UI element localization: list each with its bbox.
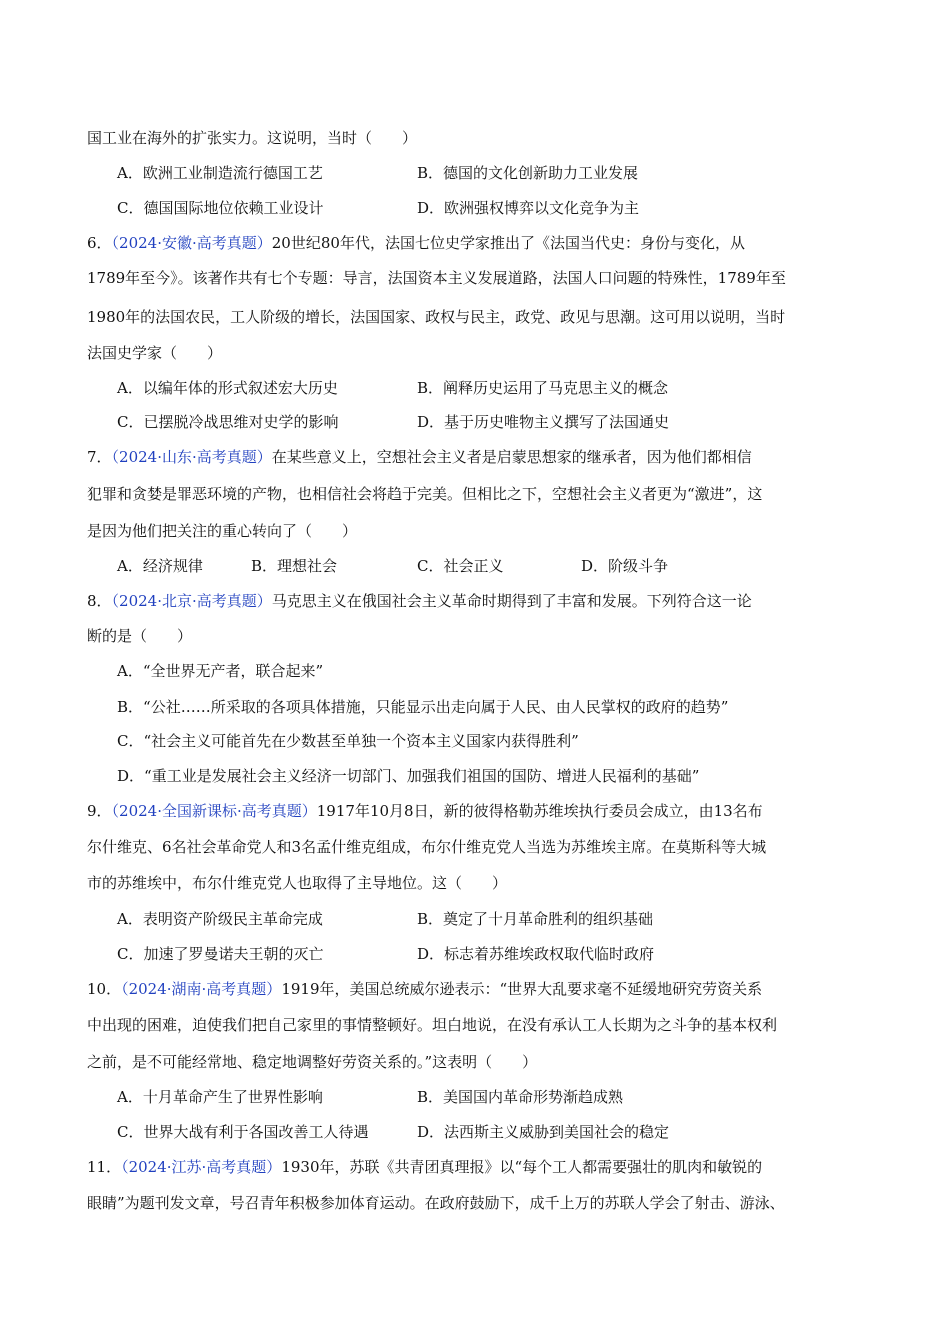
question-11-line-2: 眼睛”为题刊发文章，号召青年积极参加体育运动。在政府鼓励下，成千上万的苏联人学会了射击、游泳、 — [87, 1194, 785, 1212]
question-7-line-1 — [87, 447, 867, 467]
question-11-text: 1930年，苏联《共青团真理报》以“每个工人都需要强壮的肌肉和敏锐的 — [281, 1158, 763, 1176]
question-10-line-3: 之前，是不可能经常地、稳定地调整好劳资关系的。”这表明（ ） — [87, 1053, 538, 1071]
question-7-line-2: 犯罪和贪婪是罪恶环境的产物，也相信社会将趋于完美。但相比之下，空想社会主义者更为“激进”，这 — [87, 485, 763, 503]
question-7-text: 在某些意义上，空想社会主义者是启蒙思想家的继承者，因为他们都相信 — [271, 448, 752, 466]
q10-option-c[interactable]: C．世界大战有利于各国改善工人待遇 — [117, 1123, 369, 1141]
q10-option-d[interactable]: D．法西斯主义威胁到美国社会的稳定 — [417, 1123, 670, 1141]
question-9-source-tag: （2024·全国新课标·高考真题） — [111, 802, 317, 820]
q7-option-b[interactable]: B．理想社会 — [251, 557, 338, 575]
q8-option-d[interactable]: D．“重工业是发展社会主义经济一切部门、加强我们祖国的国防、增进人民福利的基础” — [117, 767, 700, 785]
q9-option-a[interactable]: A．表明资产阶级民主革命完成 — [117, 910, 323, 928]
question-7-source-tag: （2024·山东·高考真题） — [111, 448, 272, 466]
q10-option-b[interactable]: B．美国国内革命形势渐趋成熟 — [417, 1088, 624, 1106]
q7-option-d[interactable]: D．阶级斗争 — [581, 557, 669, 575]
question-6-line-4: 法国史学家（ ） — [87, 344, 223, 362]
q8-option-b[interactable]: B．“公社……所采取的各项具体措施，只能显示出走向属于人民、由人民掌权的政府的趋势” — [117, 698, 729, 716]
question-11-line-1 — [87, 1157, 867, 1177]
question-6-text: 20世纪80年代，法国七位史学家推出了《法国当代史：身份与变化，从 — [271, 234, 745, 252]
q6-option-d[interactable]: D．基于历史唯物主义撰写了法国通史 — [417, 413, 670, 431]
question-6-line-1 — [87, 233, 867, 253]
question-9-line-3: 市的苏维埃中，布尔什维克党人也取得了主导地位。这（ ） — [87, 874, 508, 892]
question-10-number: 10． — [87, 980, 122, 998]
question-11-source-tag: （2024·江苏·高考真题） — [121, 1158, 282, 1176]
question-7-number: 7． — [87, 448, 112, 466]
q5-option-d[interactable]: D．欧洲强权博弈以文化竞争为主 — [417, 199, 640, 217]
q9-option-b[interactable]: B．奠定了十月革命胜利的组织基础 — [417, 910, 654, 928]
question-8-text: 马克思主义在俄国社会主义革命时期得到了丰富和发展。下列符合这一论 — [271, 592, 752, 610]
question-8-line-1 — [87, 591, 867, 611]
q5-option-c[interactable]: C．德国国际地位依赖工业设计 — [117, 199, 324, 217]
q6-option-c[interactable]: C．已摆脱冷战思维对史学的影响 — [117, 413, 339, 431]
q8-option-a[interactable]: A．“全世界无产者，联合起来” — [117, 662, 324, 680]
q9-option-c[interactable]: C．加速了罗曼诺夫王朝的灭亡 — [117, 945, 324, 963]
question-6-line-2: 1789年至今》。该著作共有七个专题：导言，法国资本主义发展道路，法国人口问题的特殊性，1789年至 — [87, 269, 786, 287]
q8-option-c[interactable]: C．“社会主义可能首先在少数甚至单独一个资本主义国家内获得胜利” — [117, 732, 579, 750]
question-10-source-tag: （2024·湖南·高考真题） — [121, 980, 282, 998]
q6-option-b[interactable]: B．阐释历史运用了马克思主义的概念 — [417, 379, 669, 397]
q5-option-b[interactable]: B．德国的文化创新助力工业发展 — [417, 164, 639, 182]
question-6-number: 6． — [87, 234, 112, 252]
question-9-number: 9． — [87, 802, 112, 820]
question-6-source-tag: （2024·安徽·高考真题） — [111, 234, 272, 252]
question-10-text: 1919年，美国总统威尔逊表示：“世界大乱要求毫不延缓地研究劳资关系 — [281, 980, 763, 998]
question-10-line-2: 中出现的困难，迫使我们把自己家里的事情整顿好。坦白地说，在没有承认工人长期为之斗争的基本权利 — [87, 1016, 778, 1034]
question-7-line-3: 是因为他们把关注的重心转向了（ ） — [87, 522, 358, 540]
question-11-number: 11． — [87, 1158, 122, 1176]
question-8-source-tag: （2024·北京·高考真题） — [111, 592, 272, 610]
question-9-text: 1917年10月8日，新的彼得格勒苏维埃执行委员会成立，由13名布 — [316, 802, 763, 820]
question-8-line-2: 断的是（ ） — [87, 627, 193, 645]
q7-option-a[interactable]: A．经济规律 — [117, 557, 203, 575]
question-8-number: 8． — [87, 592, 112, 610]
q6-option-a[interactable]: A．以编年体的形式叙述宏大历史 — [117, 379, 338, 397]
question-10-line-1 — [87, 979, 867, 999]
q5-option-a[interactable]: A．欧洲工业制造流行德国工艺 — [117, 164, 323, 182]
q10-option-a[interactable]: A．十月革命产生了世界性影响 — [117, 1088, 323, 1106]
question-6-line-3: 1980年的法国农民，工人阶级的增长，法国国家、政权与民主，政党、政见与思潮。这可用以说明，当时 — [87, 308, 786, 326]
question-5-continuation: 国工业在海外的扩张实力。这说明，当时（ ） — [87, 129, 418, 147]
question-9-line-1 — [87, 801, 867, 821]
question-9-line-2: 尔什维克、6名社会革命党人和3名孟什维克组成，布尔什维克党人当选为苏维埃主席。在莫斯科等大城 — [87, 838, 767, 856]
q9-option-d[interactable]: D．标志着苏维埃政权取代临时政府 — [417, 945, 655, 963]
q7-option-c[interactable]: C．社会正义 — [417, 557, 504, 575]
